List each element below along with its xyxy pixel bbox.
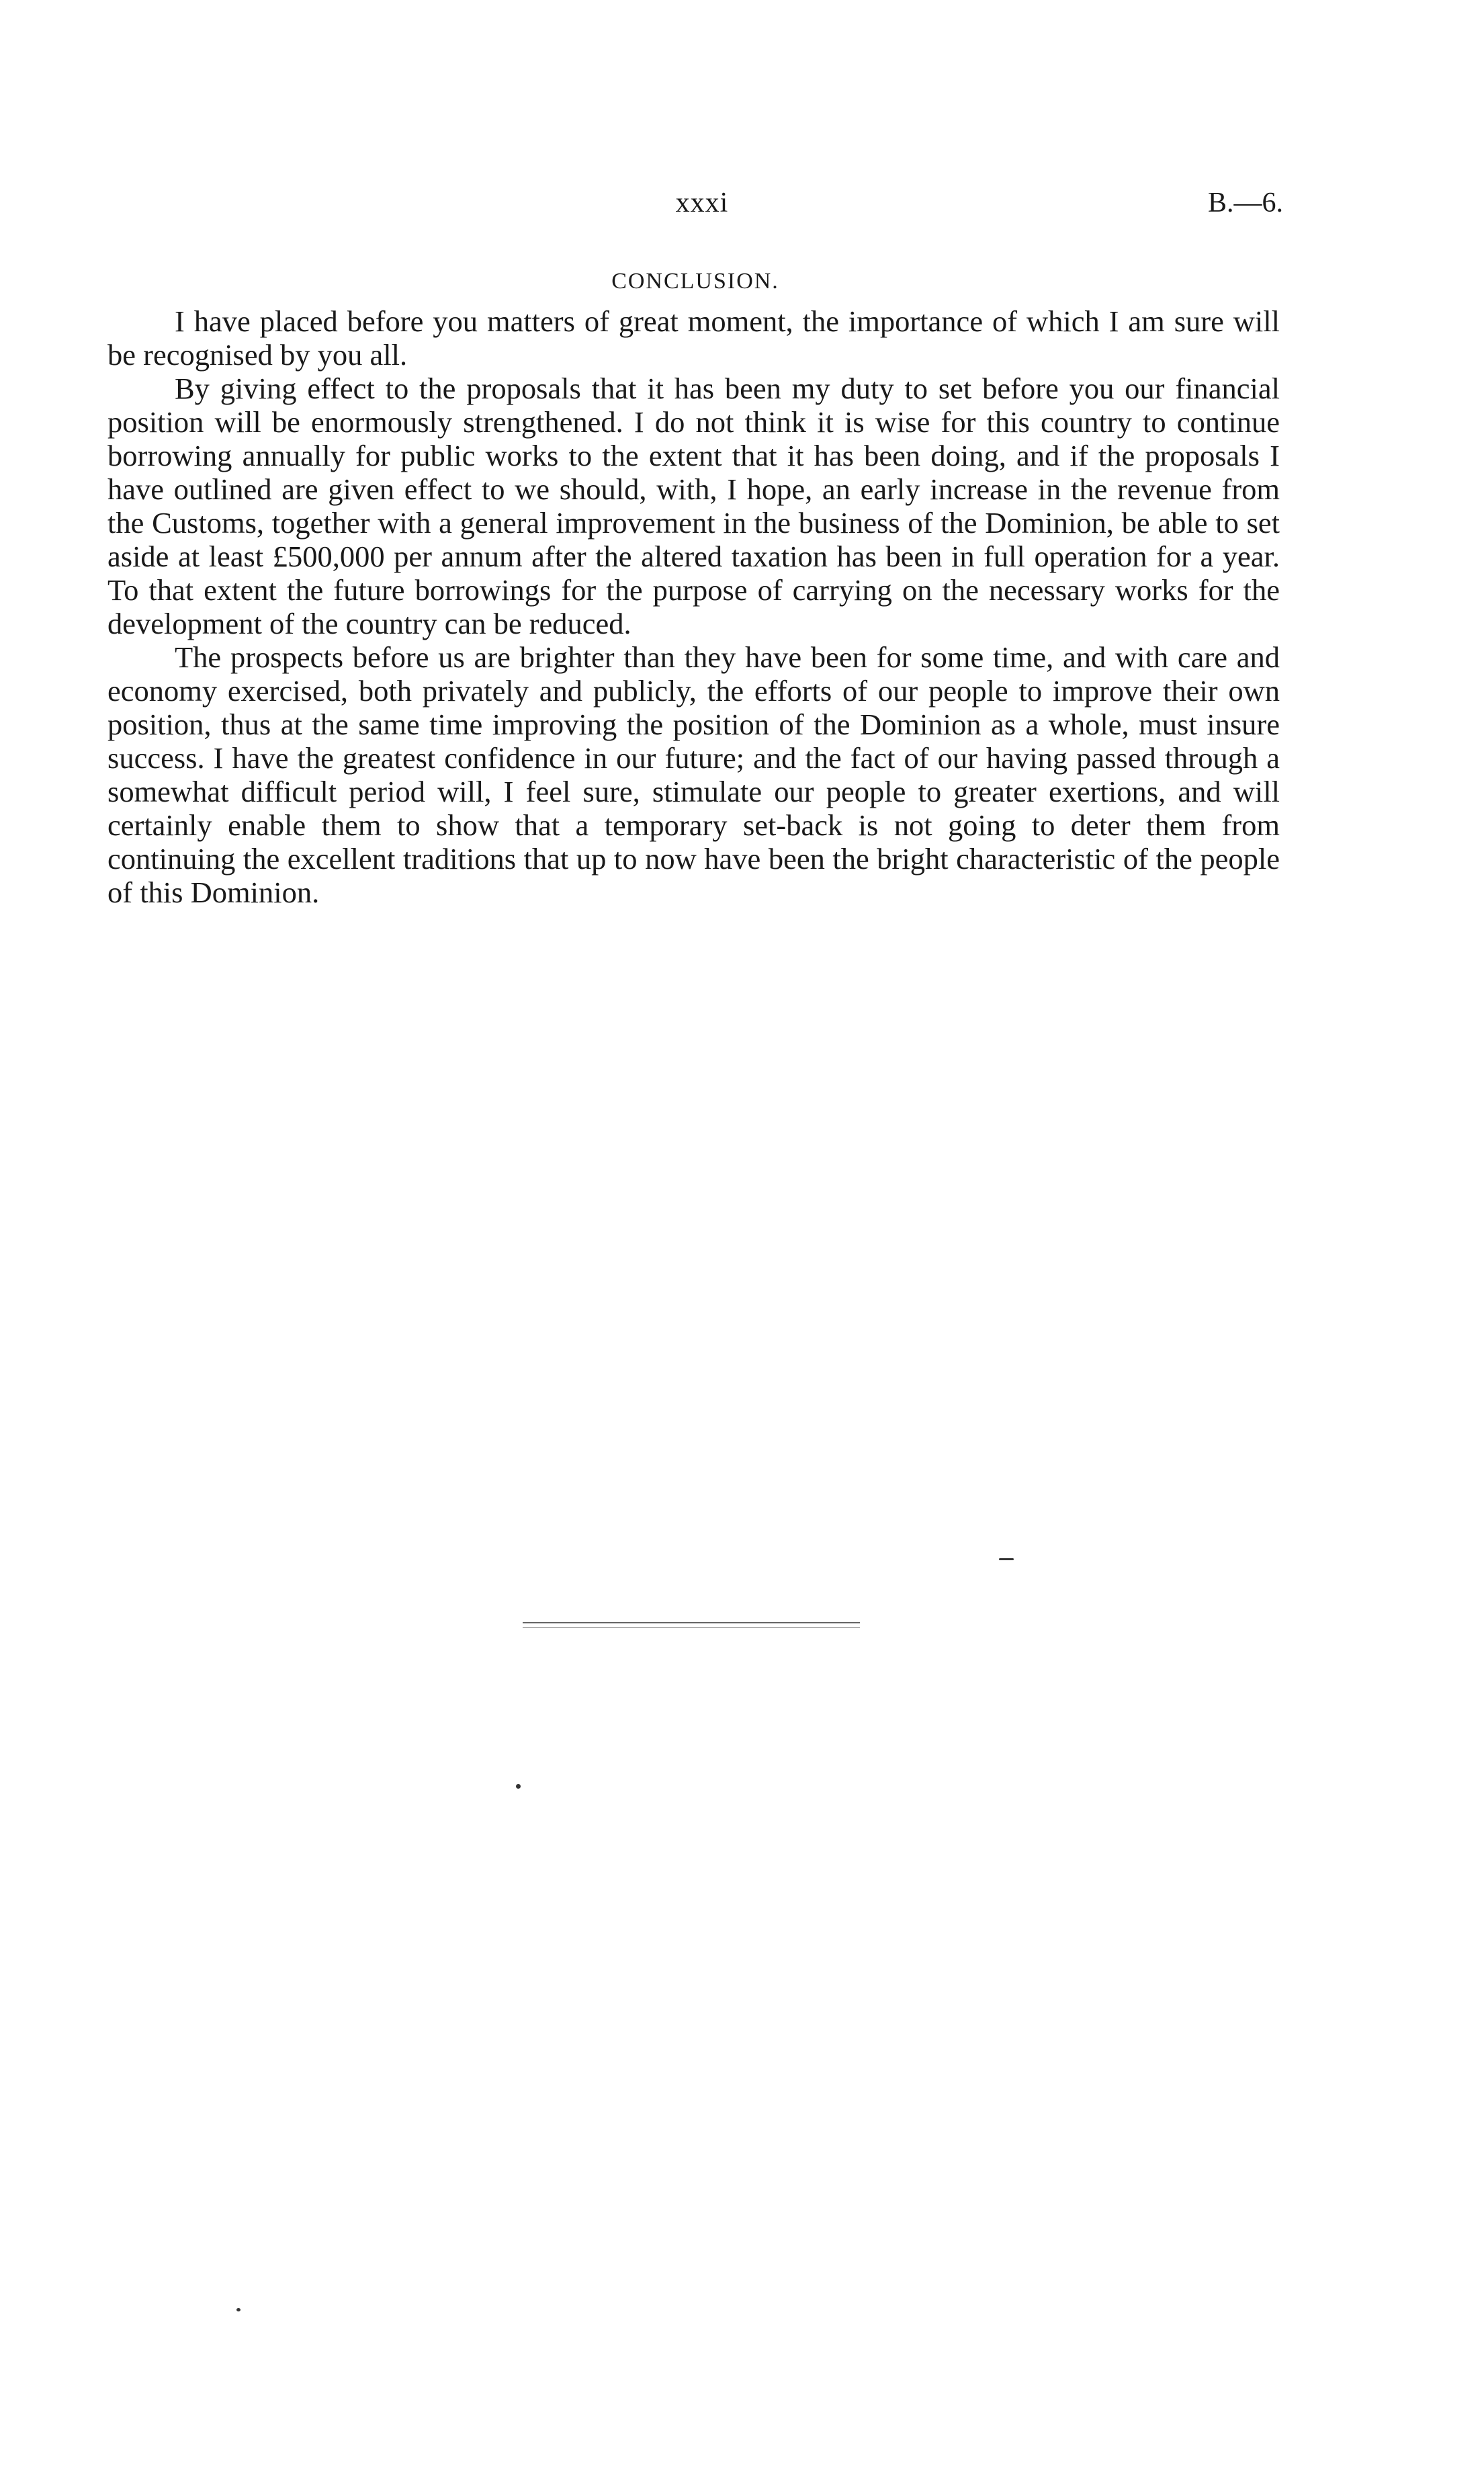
scan-speck <box>516 1784 521 1789</box>
closing-rule-bottom <box>523 1627 860 1628</box>
paragraph-1: I have placed before you matters of great moment, the importance of which I am sure will be recognised by you all. <box>107 304 1280 372</box>
closing-rule-top <box>523 1622 860 1623</box>
body-text <box>107 304 1280 909</box>
scan-speck <box>999 1558 1014 1560</box>
section-title: CONCLUSION. <box>611 269 779 294</box>
paragraph-3: The prospects before us are brighter than they have been for some time, and with care and economy exercised, both privately and publicly, the efforts of our people to improve their own position, thus at the same time improving the position of the Dominion as a whole, must insure success. I have the greatest confidence in our future; and the fact of our having passed through a somewhat difficult period will, I feel sure, stimulate our people to greater exertions, and will certainly enable them to show that a temporary set-back is not going to deter them from continuing the excellent traditions that up to now have been the bright characteristic of the people of this Dominion. <box>107 640 1280 909</box>
paragraph-2: By giving effect to the proposals that it has been my duty to set before you our financial position will be enormously strengthened. I do not think it is wise for this country to continue borrowing annually for public works to the extent that it has been doing, and if the proposals I have outlined are given effect to we should, with, I hope, an early increase in the revenue from the Customs, together with a general improvement in the business of the Dominion, be able to set aside at least £500,000 per annum after the altered taxation has been in full operation for a year. To that extent the future borrowings for the purpose of carrying on the necessary works for the development of the country can be reduced. <box>107 372 1280 640</box>
document-reference: B.—6. <box>1207 187 1283 218</box>
scan-speck <box>236 2308 241 2311</box>
page-number: xxxi <box>675 187 729 218</box>
